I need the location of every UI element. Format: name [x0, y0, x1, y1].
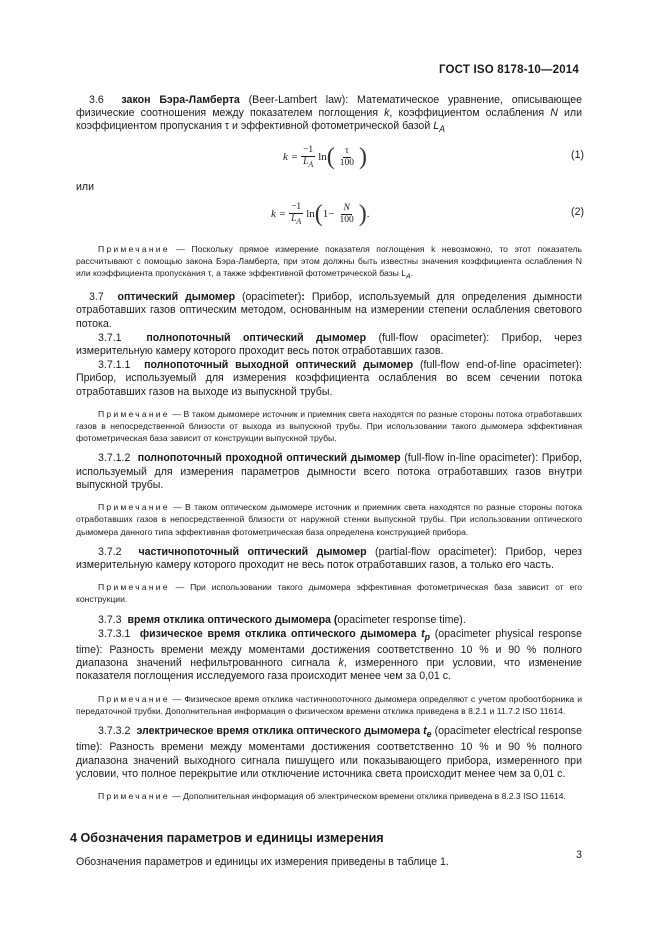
term-full-flow-opacimeter: полнопоточный оптический дымомер	[146, 331, 367, 344]
fraction-tau-over-100	[338, 146, 356, 169]
document-body	[70, 94, 584, 869]
symbol-n: N	[343, 202, 350, 213]
definition-3-7-3-2	[76, 725, 582, 781]
note-3	[76, 501, 582, 538]
ln-function: ln	[306, 207, 315, 220]
symbol-sub-a: A	[405, 273, 411, 282]
definition-text: (full-flow in-line opacimeter): Прибор, используемый для измерения параметров дымности всего потока отработавших газов внутри выпускной трубы.	[76, 452, 583, 491]
section-4-text: Обозначения параметров и единицы их измерения приведены в таблице 1.	[76, 856, 449, 869]
note-text: — Физическое время отклика частичнопоточного дымомера определяют с учетом пробоотборника и передаточной трубки. Дополнительная информация о физическом времени отклика приведена в 8.2.1 и 11.7.2 ISO 11614.	[76, 693, 582, 716]
fraction-numerator	[341, 203, 351, 215]
formula-period: .	[366, 207, 370, 220]
note-text: — В таком дымомере источник и приемник света находятся по разные стороны потока отработавших газов в непосредственной близости от выхода из выпускной трубы. При использовании такого дымомера эффективная фотометрическая база зависит от конструкции выпускной трубы.	[76, 408, 582, 444]
definition-text: (partial-flow opacimeter): Прибор, через измерительную камеру которого проходит не весь поток отработавших газов, а только его часть.	[76, 545, 583, 571]
clause-number: 3.6	[89, 94, 104, 106]
symbol-t: t	[421, 627, 425, 640]
fraction-numerator: −1	[291, 201, 302, 212]
fraction-numerator: τ	[344, 145, 349, 156]
paren-close: )	[359, 144, 368, 171]
fraction-numerator: −1	[303, 144, 314, 155]
fraction-denominator	[289, 214, 303, 227]
note-text: — Поскольку прямое измерение показателя поглощения k невозможно, то этот показатель рассчитывают с помощью закона Бэра-Ламберта, при этом должны быть известны значения коэффициента ослабления N или коэффициента пропускания τ, а также эффективной фотометрической базы L	[76, 243, 582, 279]
paren-open: (	[326, 144, 335, 171]
definition-text: , измеренного при условии, что изменение показателя поглощения исследуемого газа происходит менее чем за 0,01 с.	[76, 657, 582, 683]
definition-3-7-2	[76, 546, 582, 572]
term-response-time: время отклика оптического дымомера (	[127, 613, 338, 626]
clause-number: 3.7	[89, 291, 104, 304]
note-text: .	[410, 268, 414, 279]
fraction-denominator: 100	[339, 214, 354, 225]
formula-2	[76, 200, 582, 234]
note-4	[76, 581, 582, 605]
symbol-sub-e: e	[426, 729, 432, 740]
note-6	[76, 790, 582, 802]
note-text: — В таком оптическом дымомере источник и приемник света находятся по разные стороны потока отработавших газов в непосредственной близости от наружной стенки выпускной трубы. При использовании оптического дымомера данного типа эффективная фотометрическая база определена конструкцией прибора.	[76, 502, 582, 537]
definition-text: (full-flow opacimeter): Прибор, через измерительную камеру которого проходит весь поток отработавших газов.	[76, 331, 582, 358]
term-electrical-response-time: электрическое время отклика оптического дымомера	[136, 725, 424, 738]
fraction-denominator: 100	[339, 157, 355, 168]
symbol-l: L	[303, 156, 309, 167]
definition-text: или коэффициентом пропускания	[76, 107, 582, 133]
term-opacimeter: оптический дымомер	[117, 291, 236, 304]
note-2	[76, 408, 582, 445]
clause-number: 3.7.1.1	[98, 359, 131, 372]
document-header: ГОСТ ISO 8178-10—2014	[438, 64, 579, 76]
definition-colon: :	[301, 291, 305, 304]
symbol-n: N	[550, 107, 558, 120]
definition-3-7-1	[76, 332, 582, 358]
formula-number: (1)	[571, 148, 584, 161]
definition-text: и эффективной фотометрической базой	[229, 120, 434, 133]
fraction-minus-one-over-la	[289, 202, 303, 227]
definition-text: (full-flow end-of-line opacimeter): Прибор, используемый для измерения коэффициента ослабления во всем сечении потока отработавших газов на выходе из выпускной трубы.	[76, 359, 582, 398]
definition-text: (opacimeter)	[235, 291, 302, 304]
note-label: Примечание	[98, 243, 170, 254]
definition-3-7-1-1	[76, 359, 582, 399]
paren-open: (	[314, 201, 323, 228]
page-number: 3	[576, 849, 582, 861]
ln-function: ln	[318, 150, 327, 163]
section-4-heading: 4 Обозначения параметров и единицы измерения	[70, 831, 384, 846]
symbol-k: k	[384, 107, 390, 120]
note-label: Примечание	[98, 693, 170, 704]
definition-text: (opacimeter physical response time): Разность времени между моментами достижения соответственно 10 % и 90 % полного диапазона значений нефильтрованного сигнала	[76, 627, 582, 670]
fraction-minus-one-over-la	[301, 145, 315, 170]
symbol-sub-a: A	[296, 216, 302, 226]
note-5	[76, 693, 582, 717]
formula-lhs: k =	[271, 207, 287, 220]
term-physical-response-time: физическое время отклика оптического дымомера	[139, 627, 422, 640]
symbol-sub-a: A	[308, 159, 314, 169]
formula-1	[76, 143, 582, 177]
note-1	[76, 243, 582, 283]
note-label: Примечание	[98, 790, 170, 801]
definition-text: (opacimeter electrical response time): Разность времени между моментами достижения соответственно 10 % и 90 % полного диапазона значений выходного сигнала пишущего или показывающего прибора, измеренного при условии, что полное перекрытие или отключение источника света происходит менее чем за 0,01 с.	[76, 725, 582, 780]
clause-number: 3.7.3.1	[98, 627, 131, 640]
definition-3-7-3-1	[76, 628, 582, 684]
term-full-flow-in-line: полнопоточный проходной оптический дымомер	[137, 452, 401, 465]
definition-3-7-3	[76, 614, 582, 627]
fraction-n-over-100	[337, 203, 355, 226]
definition-text: Прибор, используемый для определения дымности отработавших газов оптическим методом, основанным на измерении степени ослабления светового потока.	[76, 291, 582, 330]
note-label: Примечание	[98, 502, 170, 513]
note-label: Примечание	[98, 582, 170, 593]
formula-lhs: k =	[283, 150, 299, 163]
symbol-sub-p: p	[424, 631, 431, 642]
note-text: — Дополнительная информация об электрическом времени отклика приведена в 8.2.3 ISO 11614.	[169, 790, 566, 801]
note-label: Примечание	[98, 408, 170, 419]
symbol-l: L	[433, 120, 440, 133]
symbol-sub-a: A	[439, 124, 445, 135]
fraction-denominator	[301, 157, 315, 170]
symbol-l: L	[291, 213, 297, 224]
paren-close: )	[358, 201, 367, 228]
definition-3-7-1-2	[76, 452, 582, 492]
symbol-t: t	[423, 725, 427, 738]
term-full-flow-end-of-line: полнопоточный выходной оптический дымомер	[144, 359, 414, 372]
definition-3-6	[76, 94, 582, 137]
definition-text: opacimeter response time).	[337, 613, 466, 626]
definition-text: , коэффициентом ослабления	[389, 107, 551, 120]
clause-number: 3.7.2	[98, 545, 122, 558]
definition-text: (Beer-Lambert law): Математическое уравнение, описывающее физические соотношения между показателем поглощения	[76, 94, 582, 120]
symbol-tau: τ	[224, 120, 230, 133]
term-beer-lambert: закон Бэра-Ламберта	[121, 94, 240, 106]
clause-number: 3.7.3.2	[98, 725, 131, 738]
note-text: — При использовании такого дымомера эффективная фотометрическая база зависит от его конструкции.	[76, 582, 582, 605]
definition-3-7	[76, 291, 582, 331]
or-word: или	[76, 180, 95, 193]
clause-number: 3.7.1	[98, 331, 122, 344]
one-minus: 1−	[322, 207, 335, 220]
clause-number: 3.7.3	[98, 613, 122, 626]
clause-number: 3.7.1.2	[98, 452, 131, 465]
symbol-k: k	[338, 657, 344, 670]
term-partial-flow-opacimeter: частичнопоточный оптический дымомер	[138, 545, 367, 558]
formula-number: (2)	[571, 205, 584, 218]
